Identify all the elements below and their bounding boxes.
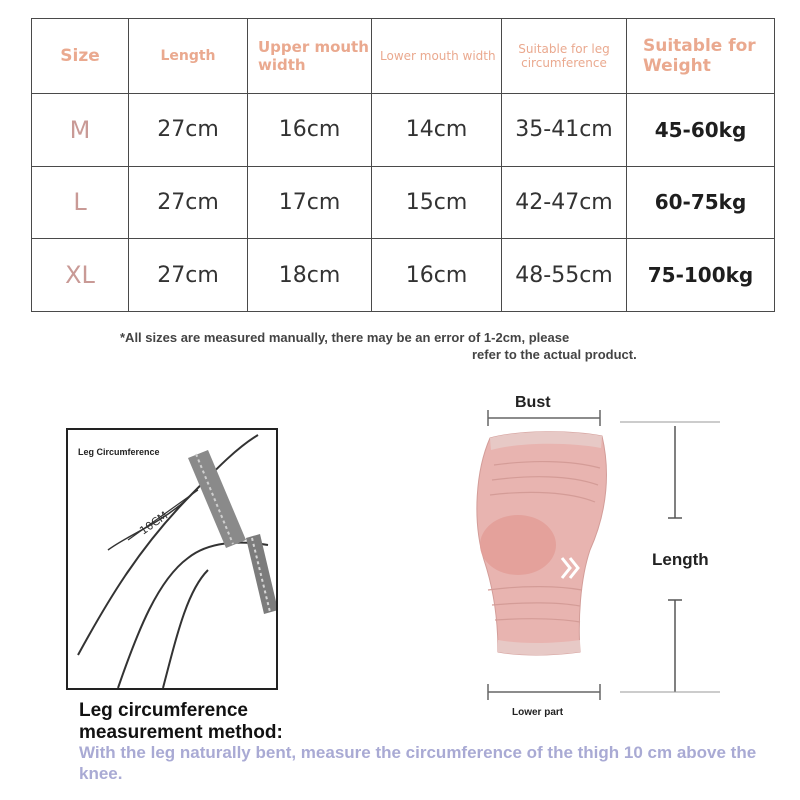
lower-width-cell: 15cm — [372, 166, 502, 239]
leg-illustration — [68, 430, 276, 688]
header-leg-circumference: Suitable for leg circumference — [502, 19, 627, 94]
leg-circumference-cell: 42-47cm — [502, 166, 627, 239]
leg-circumference-cell: 35-41cm — [502, 94, 627, 167]
leg-circumference-label: Leg Circumference — [78, 447, 160, 457]
length-label: Length — [652, 550, 709, 569]
leg-measurement-diagram — [66, 428, 278, 690]
weight-cell: 45-60kg — [627, 94, 775, 167]
measurement-note-line2: refer to the actual product. — [472, 347, 637, 362]
bust-label: Bust — [515, 394, 551, 411]
header-weight: Suitable for Weight — [627, 19, 775, 94]
table-row — [32, 166, 775, 239]
weight-cell: 60-75kg — [627, 166, 775, 239]
size-cell: XL — [32, 239, 129, 312]
lower-width-cell: 14cm — [372, 94, 502, 167]
header-lower-mouth-width: Lower mouth width — [372, 19, 502, 94]
size-cell: L — [32, 166, 129, 239]
length-cell: 27cm — [129, 239, 248, 312]
upper-width-cell: 18cm — [248, 239, 372, 312]
lower-part-label: Lower part — [512, 707, 564, 718]
method-title — [79, 700, 283, 744]
header-length: Length — [129, 19, 248, 94]
size-chart-table — [31, 18, 775, 312]
table-row — [32, 94, 775, 167]
weight-cell: 75-100kg — [627, 239, 775, 312]
table-row — [32, 239, 775, 312]
upper-width-cell: 16cm — [248, 94, 372, 167]
length-cell: 27cm — [129, 94, 248, 167]
method-description: With the leg naturally bent, measure the circumference of the thigh 10 cm above the knee. — [79, 743, 757, 783]
method-title-line2: measurement method: — [79, 722, 283, 743]
method-title-line1: Leg circumference — [79, 700, 248, 721]
leg-circumference-cell: 48-55cm — [502, 239, 627, 312]
lower-width-cell: 16cm — [372, 239, 502, 312]
measurement-note-line1: *All sizes are measured manually, there may be an error of 1-2cm, please — [120, 330, 570, 345]
table-header-row — [32, 19, 775, 94]
header-size: Size — [32, 19, 129, 94]
length-cell: 27cm — [129, 166, 248, 239]
size-cell: M — [32, 94, 129, 167]
header-upper-mouth-width: Upper mouth width — [248, 19, 372, 94]
ten-cm-label: 10CM — [137, 508, 171, 538]
upper-width-cell: 17cm — [248, 166, 372, 239]
